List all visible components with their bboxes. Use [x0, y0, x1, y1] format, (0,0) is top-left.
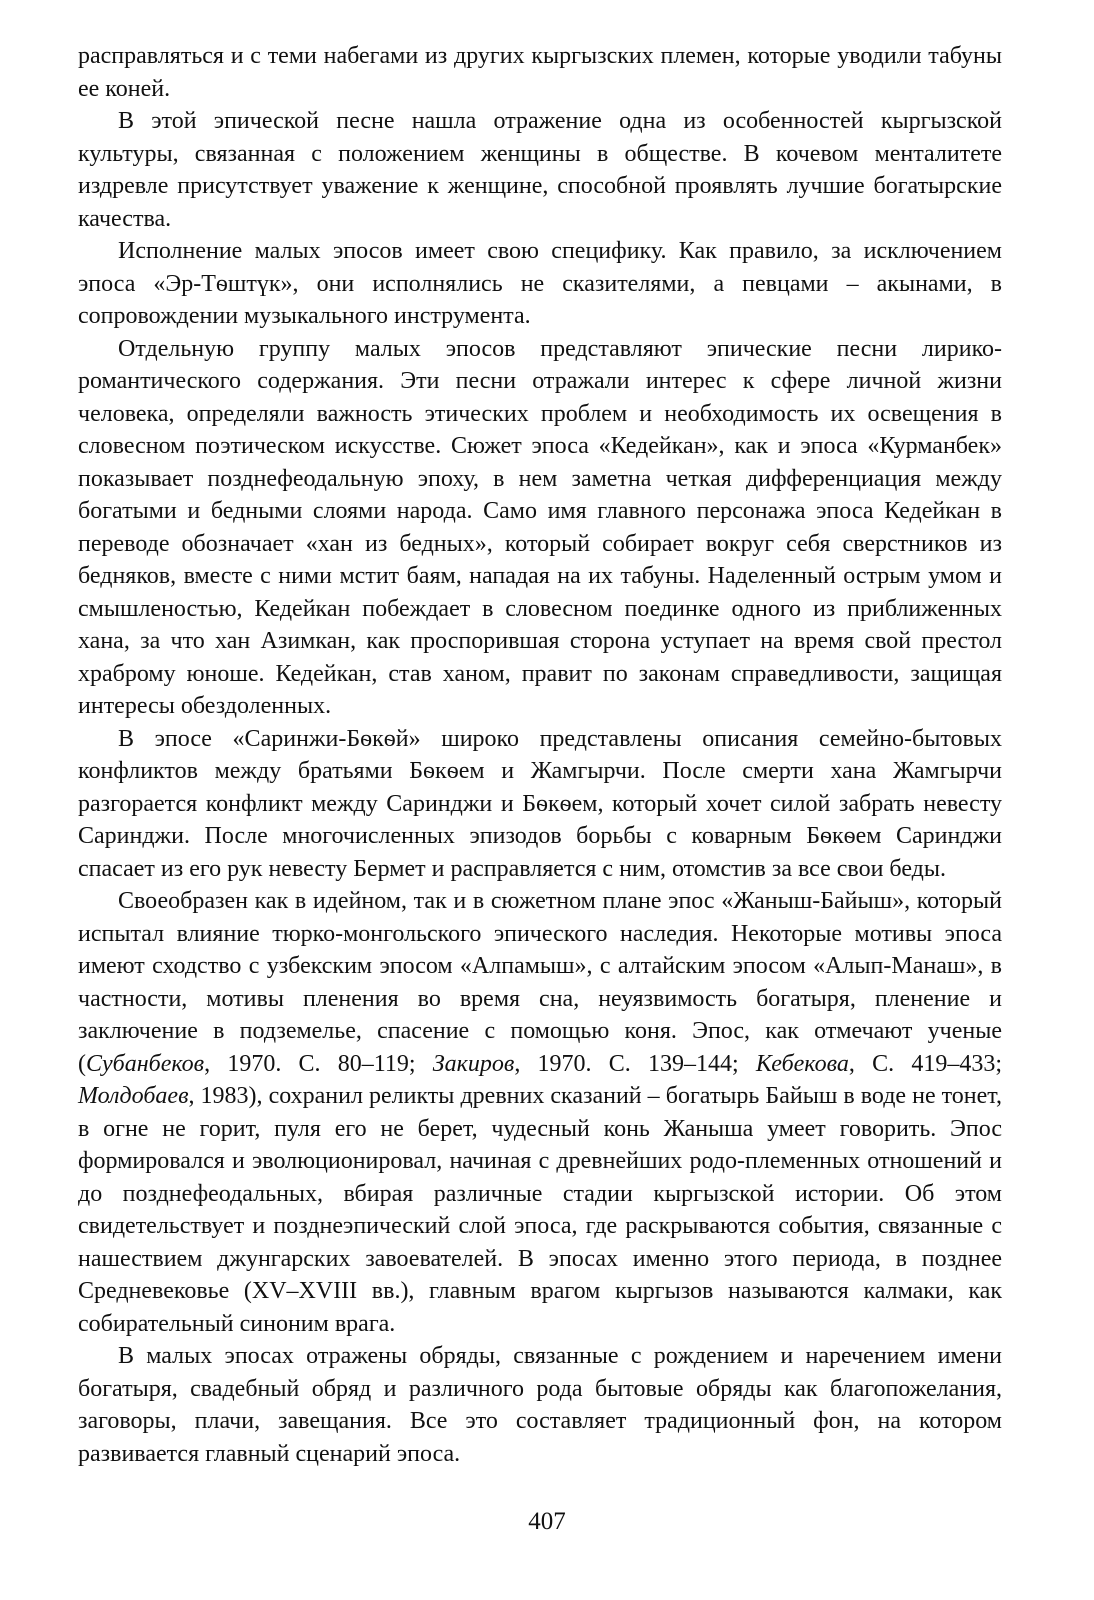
citation-author: Кебекова	[755, 1050, 849, 1077]
paragraph	[78, 105, 1002, 235]
paragraph	[78, 885, 1002, 1340]
paragraph	[78, 40, 1002, 105]
page-body	[78, 40, 1002, 1470]
citation-author: Субанбеков	[86, 1050, 205, 1077]
paragraph	[78, 333, 1002, 723]
citation-author: Закиров	[432, 1050, 515, 1077]
paragraph-text: В малых эпосах отражены обряды, связанные с рождением и наречением имени богатыря, свадебный обряд и различного рода бытовые обряды как благопожелания, заговоры, плачи, завещания. Все это составляет традиционный фон, на котором развивается главный сценарий эпоса.	[78, 1343, 1002, 1467]
paragraph-text: Своеобразен как в идейном, так и в сюжетном плане эпос «Жаныш-Байыш», который испытал влияние тюрко-монгольского эпического наследия. Некоторые мотивы эпоса имеют сходство с узбекским эпосом «Алпамыш», с алтайским эпосом «Алып-Манаш», в частности, мотивы пленения во время сна, неуязвимость богатыря, пленение и заключение в подземелье, спасение с помощью коня. Эпос, как отмечают ученые (	[78, 888, 1002, 1077]
page-number: 407	[528, 1508, 566, 1535]
paragraph-text: В эпосе «Саринжи-Бѳкѳй» широко представлены описания семейно-бытовых конфликтов между братьями Бѳкѳем и Жамгырчи. После смерти хана Жамгырчи разгорается конфликт между Саринджи и Бѳкѳем, который хочет силой забрать невесту Саринджи. После многочисленных эпизодов борьбы с коварным Бѳкѳем Саринджи спасает из его рук невесту Бермет и расправляется с ним, отомстив за все свои беды.	[78, 725, 1002, 882]
paragraph-text: расправляться и с теми набегами из других кыргызских племен, которые уводили табуны ее коней.	[78, 43, 1002, 102]
paragraph-text: , 1983), сохранил реликты древних сказаний – богатырь Байыш в воде не тонет, в огне не горит, пуля его не берет, чудесный конь Жаныша умеет говорить. Эпос формировался и эволюционировал, начиная с древнейших родо-племенных отношений и до позднефеодальных, вбирая различные стадии кыргызской истории. Об этом свидетельствует и позднеэпический слой эпоса, где раскрываются события, связанные с нашествием джунгарских завоевателей. В эпосах именно этого периода, в позднее Средневековье (XV–XVIII вв.), главным врагом кыргызов называются калмаки, как собирательный синоним врага.	[78, 1083, 1002, 1337]
paragraph	[78, 723, 1002, 886]
paragraph-text: В этой эпической песне нашла отражение одна из особенностей кыргызской культуры, связанная с положением женщины в обществе. В кочевом менталитете издревле присутствует уважение к женщине, способной проявлять лучшие богатырские качества.	[78, 108, 1002, 232]
paragraph	[78, 235, 1002, 333]
paragraph-text: Исполнение малых эпосов имеет свою специфику. Как правило, за исключением эпоса «Эр-Тѳштүк», они исполнялись не сказителями, а певцами – акынами, в сопровождении музыкального инструмента.	[78, 238, 1002, 329]
paragraph-text: , С. 419–433;	[848, 1050, 1002, 1077]
citation-author: Молдобаев	[78, 1083, 189, 1109]
paragraph-text: , 1970. С. 139–144;	[514, 1050, 756, 1077]
paragraph	[78, 1340, 1002, 1470]
paragraph-text: , 1970. С. 80–119;	[204, 1050, 433, 1077]
paragraph-text: Отдельную группу малых эпосов представляют эпические песни лирико-романтического содержания. Эти песни отражали интерес к сфере личной жизни человека, определяли важность этических проблем и необходимость их освещения в словесном поэтическом искусстве. Сюжет эпоса «Кедейкан», как и эпоса «Курманбек» показывает позднефеодальную эпоху, в нем заметна четкая дифференциация между богатыми и бедными слоями народа. Само имя главного персонажа эпоса Кедейкан в переводе обозначает «хан из бедных», который собирает вокруг себя сверстников из бедняков, вместе с ними мстит баям, нападая на их табуны. Наделенный острым умом и смышленостью, Кедейкан побеждает в словесном поединке одного из приближенных хана, за что хан Азимкан, как проспорившая сторона уступает на время свой престол храброму юноше. Кедейкан, став ханом, правит по законам справедливости, защищая интересы обездоленных.	[78, 335, 1002, 719]
